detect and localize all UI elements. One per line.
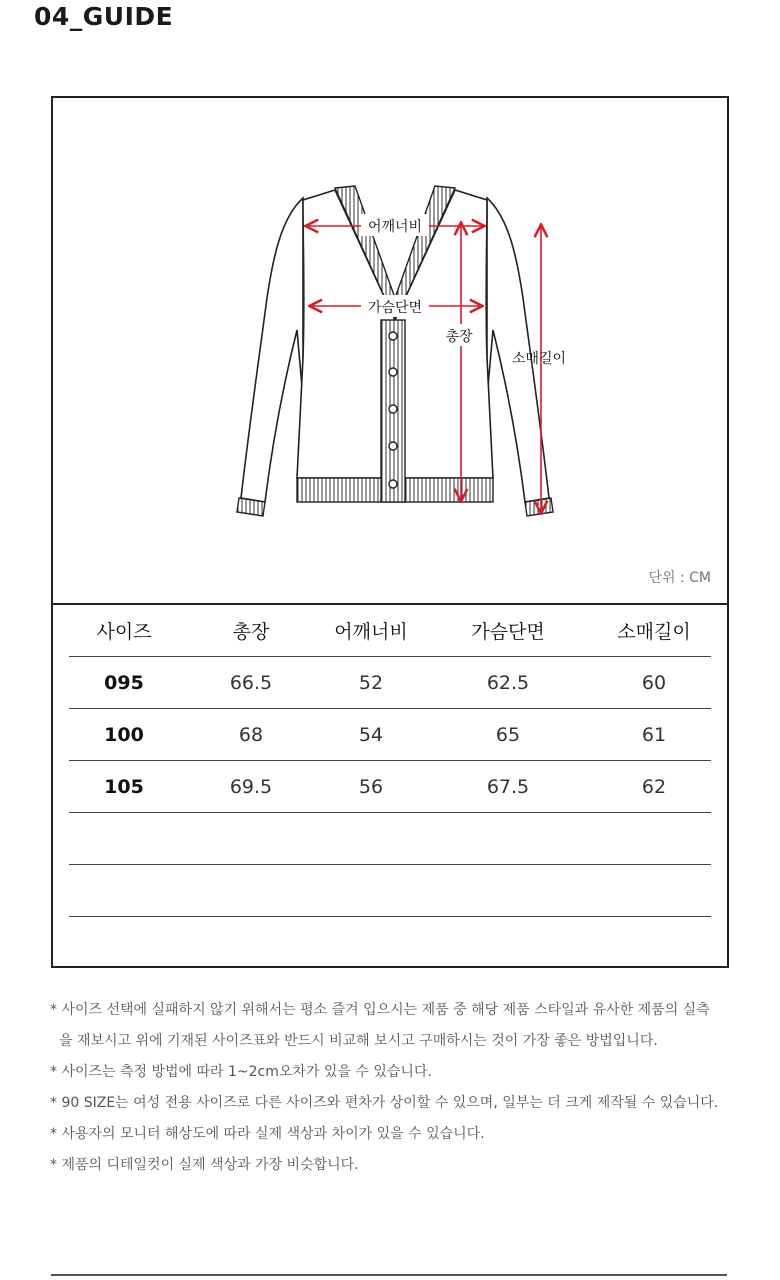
left-sleeve [241,198,303,502]
table-row [69,761,711,813]
cell-empty [419,865,597,917]
cell-length: 69.5 [179,761,323,813]
label-chest: 가슴단면 [367,300,423,316]
header-length: 총장 [179,605,323,657]
note-line: 을 재보시고 위에 기재된 사이즈표와 반드시 비교해 보시고 구매하시는 것이 가장 좋은 방법입니다. [59,1033,658,1049]
cell-empty [179,813,323,865]
cell-shoulder: 52 [323,657,419,709]
cell-sleeve: 60 [597,657,711,709]
cell-empty [597,813,711,865]
label-shoulder: 어깨너비 [367,219,423,235]
bottom-divider [51,1274,727,1276]
unit-label: 단위 : CM [648,570,711,586]
table-header-row [69,605,711,657]
garment-diagram [53,98,727,605]
note-line: * 사이즈는 측정 방법에 따라 1~2cm오차가 있을 수 있습니다. [50,1064,432,1080]
label-sleeve: 소매길이 [511,351,567,367]
cell-empty [179,917,323,969]
cell-empty [179,865,323,917]
cell-empty [69,917,179,969]
cell-size: 095 [69,657,179,709]
note-line: * 사용자의 모니터 해상도에 따라 실제 색상과 차이가 있을 수 있습니다. [50,1126,485,1142]
cell-empty [419,813,597,865]
cell-chest: 67.5 [419,761,597,813]
table-row-empty [69,813,711,865]
table-row-empty [69,917,711,969]
cell-empty [323,865,419,917]
left-cuff [237,498,265,516]
cell-sleeve: 62 [597,761,711,813]
note-line: * 사이즈 선택에 실패하지 않기 위해서는 평소 즐겨 입으시는 제품 중 해당 제품 스타일과 유사한 제품의 실측 [50,1002,710,1018]
right-cuff [525,498,553,516]
cell-chest: 65 [419,709,597,761]
page-title: 04_GUIDE [34,2,174,31]
cell-shoulder: 54 [323,709,419,761]
size-table [69,605,711,968]
table-row [69,709,711,761]
cell-chest: 62.5 [419,657,597,709]
cell-empty [597,917,711,969]
header-shoulder: 어깨너비 [323,605,419,657]
cell-empty [69,813,179,865]
cell-sleeve: 61 [597,709,711,761]
size-guide-box [51,96,729,968]
note-line: * 90 SIZE는 여성 전용 사이즈로 다른 사이즈와 편차가 상이할 수 있으며, 일부는 더 크게 제작될 수 있습니다. [50,1095,719,1111]
cell-empty [69,865,179,917]
cell-empty [323,917,419,969]
cell-length: 66.5 [179,657,323,709]
cardigan-illustration [53,98,727,603]
cell-size: 105 [69,761,179,813]
right-sleeve [487,198,549,502]
header-chest: 가슴단면 [419,605,597,657]
note-line: * 제품의 디테일컷이 실제 색상과 가장 비슷합니다. [50,1157,359,1173]
cell-shoulder: 56 [323,761,419,813]
table-row-empty [69,865,711,917]
cell-empty [597,865,711,917]
cell-empty [323,813,419,865]
header-size: 사이즈 [69,605,179,657]
table-row [69,657,711,709]
cell-length: 68 [179,709,323,761]
cell-empty [419,917,597,969]
size-notes [50,995,750,1181]
header-sleeve: 소매길이 [597,605,711,657]
cell-size: 100 [69,709,179,761]
label-length: 총장 [445,329,473,345]
